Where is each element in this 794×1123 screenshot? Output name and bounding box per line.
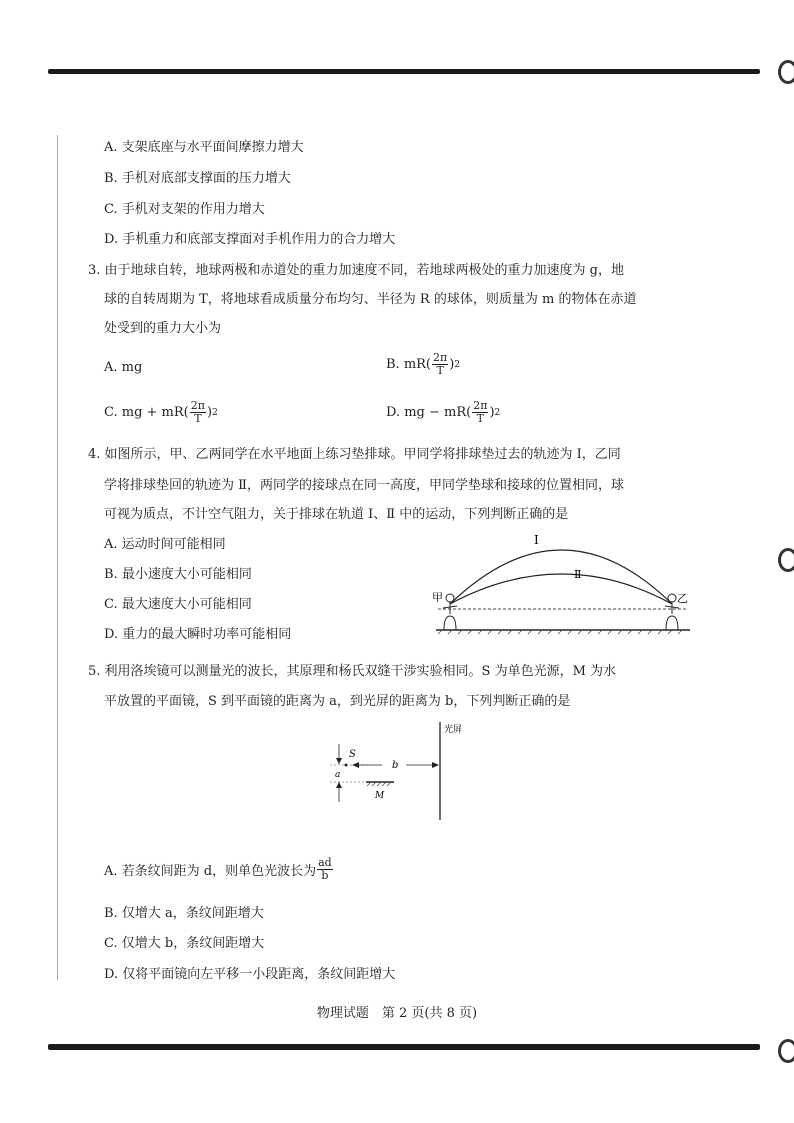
q2-option-b: B. 手机对底部支撑面的压力增大 (104, 171, 291, 186)
q3-option-a: A. mg (104, 360, 143, 375)
q4-stem-line: 4. 如图所示，甲、乙两同学在水平地面上练习垫排球。甲同学将排球垫过去的轨迹为 Ⅰ，乙同 (88, 447, 621, 462)
q2-option-a: A. 支架底座与水平面间摩擦力增大 (104, 140, 304, 155)
fraction-denominator: T (436, 364, 444, 377)
close-paren: ) (449, 357, 455, 372)
mirror-label: M (375, 791, 385, 801)
q3-stem-line: 球的自转周期为 T，将地球看成质量分布均匀、半径为 R 的球体，则质量为 m 的物体在赤道 (104, 292, 637, 307)
fraction-denominator: T (476, 412, 484, 425)
top-rule (48, 69, 760, 74)
fraction-numerator: 2π (473, 399, 488, 412)
q4-stem-line: 可视为质点，不计空气阻力，关于排球在轨道 Ⅰ、Ⅱ 中的运动，下列判断正确的是 (104, 507, 569, 522)
q4-option-c: C. 最大速度大小可能相同 (104, 597, 252, 612)
exponent: 2 (212, 407, 218, 418)
fraction (190, 400, 206, 425)
option-prefix: C. mg + mR( (104, 405, 189, 420)
q3-option-b (386, 352, 460, 377)
fraction-numerator: 2π (190, 399, 205, 412)
fraction (317, 857, 333, 882)
close-paren: ) (206, 405, 213, 420)
fraction-denominator: b (321, 869, 329, 882)
fraction-denominator: T (194, 412, 202, 425)
q2-option-d: D. 手机重力和底部支撑面对手机作用力的合力增大 (104, 232, 396, 247)
fraction (472, 400, 488, 425)
fraction-numerator: ad (318, 856, 332, 869)
q5-option-a (104, 857, 334, 882)
option-prefix: A. 若条纹间距为 d，则单色光波长为 (104, 864, 317, 879)
q3-stem-line: 处受到的重力大小为 (104, 321, 222, 336)
q5-option-c: C. 仅增大 b，条纹间距增大 (104, 936, 265, 951)
option-prefix: B. mR( (386, 357, 432, 372)
fraction (432, 352, 448, 377)
option-prefix: D. mg − mR( (386, 405, 472, 420)
margin-line (57, 135, 58, 980)
q3-option-c (104, 400, 218, 425)
q5-stem-line: 平放置的平面镜，S 到平面镜的距离为 a，到光屏的距离为 b，下列判断正确的是 (104, 694, 571, 709)
distance-b-label: b (392, 760, 399, 771)
label-jia: 甲 (432, 591, 443, 604)
lloyd-mirror-figure (322, 720, 482, 842)
q4-option-b: B. 最小速度大小可能相同 (104, 567, 252, 582)
source-label: S (349, 749, 356, 760)
page-footer: 物理试题 第 2 页(共 8 页) (316, 1006, 478, 1021)
label-II: Ⅱ (574, 568, 582, 581)
binder-hole-icon (778, 60, 794, 84)
binder-hole-icon (778, 548, 794, 572)
trajectory-I (450, 550, 672, 604)
q4-option-a: A. 运动时间可能相同 (104, 537, 226, 552)
exponent: 2 (454, 359, 461, 370)
volleyball-trajectory-figure (428, 530, 698, 642)
label-yi: 乙 (677, 592, 688, 605)
q3-option-d (386, 400, 500, 425)
screen-label: 光屏 (444, 725, 463, 735)
close-paren: ) (489, 405, 495, 420)
label-I: Ⅰ (534, 533, 539, 547)
q4-option-d: D. 重力的最大瞬时功率可能相同 (104, 627, 292, 642)
bottom-rule (48, 1044, 760, 1050)
q5-stem-line: 5. 利用洛埃镜可以测量光的波长，其原理和杨氏双缝干涉实验相同。S 为单色光源，M 为水 (88, 664, 617, 679)
q5-option-b: B. 仅增大 a，条纹间距增大 (104, 906, 264, 921)
exponent: 2 (494, 407, 501, 418)
fraction-numerator: 2π (433, 351, 448, 364)
distance-a-label: a (335, 770, 341, 780)
q2-option-c: C. 手机对支架的作用力增大 (104, 202, 265, 217)
q3-stem-line: 3. 由于地球自转，地球两极和赤道处的重力加速度不同，若地球两极处的重力加速度为 g，地 (88, 263, 624, 278)
q5-option-d: D. 仅将平面镜向左平移一小段距离，条纹间距增大 (104, 967, 396, 982)
q4-stem-line: 学将排球垫回的轨迹为 Ⅱ，两同学的接球点在同一高度，甲同学垫球和接球的位置相同，球 (104, 478, 624, 493)
binder-hole-icon (778, 1039, 794, 1063)
trajectory-II (450, 574, 672, 604)
